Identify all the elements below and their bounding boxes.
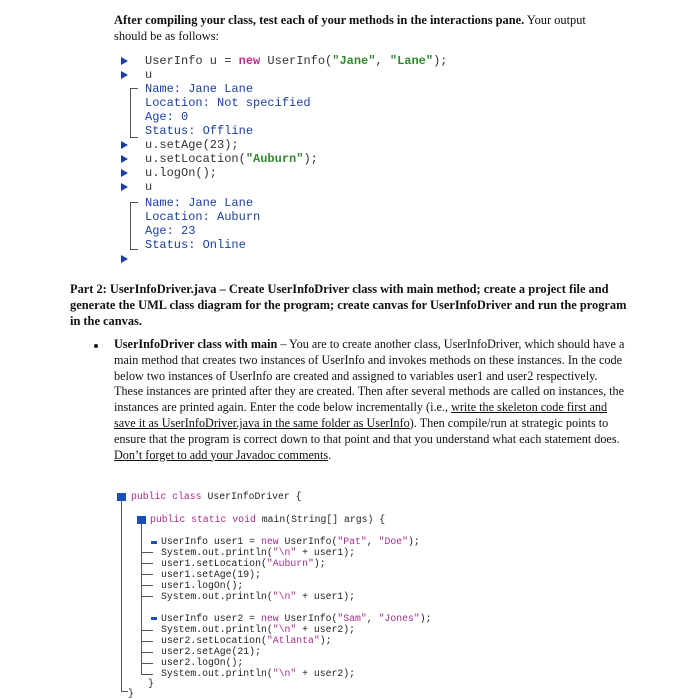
method-close-brace: } <box>148 678 154 689</box>
statement-tick <box>141 630 153 631</box>
output-line: Name: Jane Lane <box>145 196 254 210</box>
interaction-line-3: u.setAge(23); <box>145 138 239 152</box>
class-declaration: public class UserInfoDriver { <box>131 491 302 502</box>
statement-tick <box>141 641 153 642</box>
code-line: user2.setAge(21); <box>161 646 261 657</box>
statement-tick <box>141 574 153 575</box>
prompt-arrow-icon <box>121 57 128 65</box>
instructions-paragraph: UserInfoDriver class with main – You are to create another class, UserInfoDriver, which should have a main method that creates two instances of UserInfo and invokes methods on these instances. In the code below two instances of UserInfo are created and assigned to variables user1 and user2 respectively. These instances are printed after they are created. Then after several methods are called on instances, the instances are printed again. Enter the code below incrementally (i.e., write the skeleton code first and save it as UserInfoDriver.java in the same folder as UserInfo). Then compile/run at strategic points to ensure that the program is correct down to that point and that you understand what each statement does. Don’t forget to add your Javadoc comments. <box>114 337 625 462</box>
statement-tick <box>141 552 153 553</box>
code-line: System.out.println("\n" + user1); <box>161 547 356 558</box>
prompt-arrow-icon <box>121 169 128 177</box>
output-line: Age: 0 <box>145 110 189 124</box>
statement-tick <box>141 663 153 664</box>
statement-tick <box>141 652 153 653</box>
output-line: Name: Jane Lane <box>145 82 254 96</box>
output-line: Location: Auburn <box>145 210 261 224</box>
prompt-arrow-icon <box>121 155 128 163</box>
prompt-arrow-icon <box>121 141 128 149</box>
code-line: UserInfo user1 = new UserInfo("Pat", "Doe"); <box>161 536 420 547</box>
statement-marker-icon <box>151 541 157 544</box>
class-scope-end <box>121 691 128 692</box>
class-scope-line <box>121 501 122 691</box>
bullet-lead: UserInfoDriver class with main <box>114 337 278 351</box>
part2-heading: Part 2: UserInfoDriver.java – Create UserInfoDriver class with main method; create a project file and generate the UML class diagram for the program; create canvas for UserInfoDriver and run the program in the canvas. <box>70 282 627 328</box>
output-bracket <box>130 88 138 138</box>
code-line: user1.setAge(19); <box>161 569 261 580</box>
code-line: user2.setLocation("Atlanta"); <box>161 635 332 646</box>
code-line: UserInfo user2 = new UserInfo("Sam", "Jones"); <box>161 613 432 624</box>
intro-bold: After compiling your class, test each of your methods in the interactions pane. <box>114 13 525 27</box>
output-bracket <box>130 202 138 250</box>
statement-tick <box>141 585 153 586</box>
code-line: System.out.println("\n" + user2); <box>161 668 356 679</box>
interaction-line-4: u.setLocation("Auburn"); <box>145 152 318 166</box>
code-line: System.out.println("\n" + user2); <box>161 624 356 635</box>
class-close-brace: } <box>128 688 134 699</box>
interaction-line-1: UserInfo u = new UserInfo("Jane", "Lane"); <box>145 54 448 68</box>
statement-marker-icon <box>151 617 157 620</box>
output-line: Status: Online <box>145 238 246 252</box>
interaction-line-2: u <box>145 68 153 82</box>
statement-tick <box>141 596 153 597</box>
prompt-arrow-icon <box>121 255 128 263</box>
intro-rest: Your output should be as follows: <box>114 13 586 43</box>
output-line: Age: 23 <box>145 224 196 238</box>
interaction-line-6: u <box>145 180 153 194</box>
bullet-icon <box>94 344 98 348</box>
code-line: user1.setLocation("Auburn"); <box>161 558 326 569</box>
statement-tick <box>141 674 153 675</box>
prompt-arrow-icon <box>121 183 128 191</box>
output-line: Location: Not specified <box>145 96 311 110</box>
code-line: user2.logOn(); <box>161 657 244 668</box>
code-line: user1.logOn(); <box>161 580 244 591</box>
method-block-icon <box>137 516 146 524</box>
intro-paragraph <box>114 12 614 44</box>
statement-tick <box>141 563 153 564</box>
method-declaration: public static void main(String[] args) { <box>150 514 386 525</box>
class-block-icon <box>117 493 126 501</box>
output-line: Status: Offline <box>145 124 254 138</box>
prompt-arrow-icon <box>121 71 128 79</box>
code-line: System.out.println("\n" + user1); <box>161 591 356 602</box>
interaction-line-5: u.logOn(); <box>145 166 218 180</box>
